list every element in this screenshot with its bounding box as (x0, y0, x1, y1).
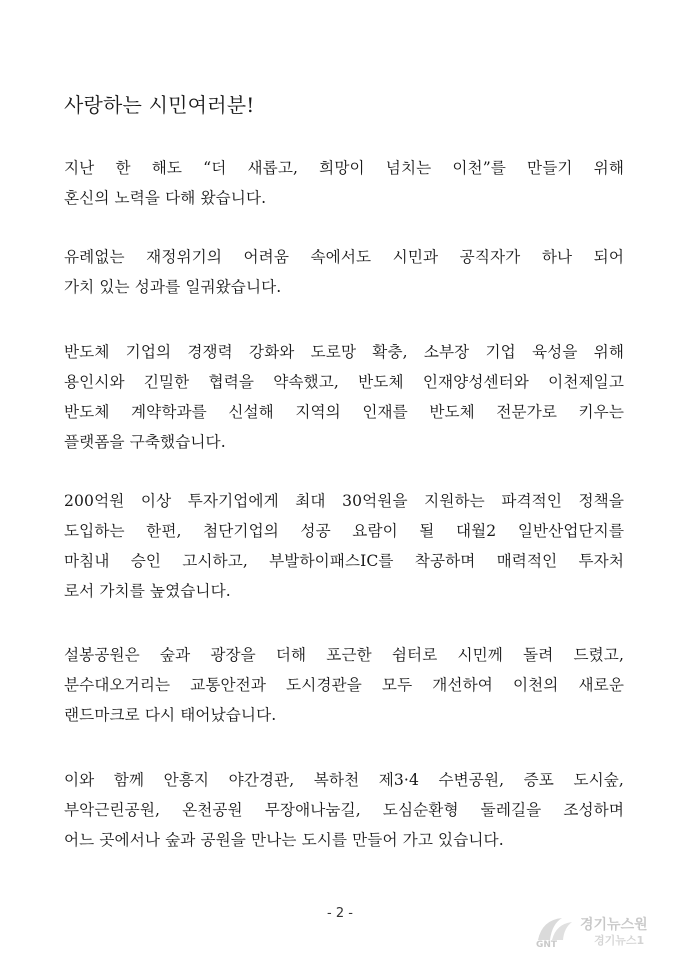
paragraph-line: 혼신의 노력을 다해 왔습니다. (64, 189, 267, 207)
paragraph-line: 반도체 계약학과를 신설해 지역의 인재를 반도체 전문가로 키우는 (64, 403, 624, 421)
paragraph-line: 지난 한 해도 “더 새롭고, 희망이 넘치는 이천”를 만들기 위해 (64, 159, 624, 177)
paragraph-line: 로서 가치를 높였습니다. (64, 582, 231, 600)
page-number: - 2 - (327, 906, 353, 921)
paragraph-line: 도입하는 한편, 첨단기업의 성공 요람이 될 대월2 일반산업단지를 (64, 522, 624, 540)
paragraph-line: 플랫폼을 구축했습니다. (64, 433, 226, 451)
paragraph-line: 설봉공원은 숲과 광장을 더해 포근한 쉼터로 시민께 돌려 드렸고, (64, 646, 624, 664)
paragraph-line: 반도체 기업의 경쟁력 강화와 도로망 확충, 소부장 기업 육성을 위해 (64, 343, 624, 361)
news-watermark (532, 912, 672, 950)
paragraph-line: 분수대오거리는 교통안전과 도시경관을 모두 개선하여 이천의 새로운 (64, 676, 624, 694)
paragraph-line: 어느 곳에서나 숲과 공원을 만나는 도시를 만들어 가고 있습니다. (64, 831, 504, 849)
watermark-logo-text: GNT (536, 940, 558, 948)
paragraph-6 (64, 765, 624, 855)
watermark-name: 경기뉴스원 (580, 917, 648, 933)
paragraph-3 (64, 337, 624, 457)
paragraph-5 (64, 640, 624, 730)
paragraph-line: 유례없는 재정위기의 어려움 속에서도 시민과 공직자가 하나 되어 (64, 248, 624, 266)
paragraph-4 (64, 486, 624, 606)
paragraph-line: 마침내 승인 고시하고, 부발하이패스IC를 착공하며 매력적인 투자처 (64, 552, 624, 570)
paragraph-line: 랜드마크로 다시 태어났습니다. (64, 706, 277, 724)
salutation-heading: 사랑하는 시민여러분! (64, 93, 255, 117)
paragraph-1 (64, 153, 624, 213)
watermark-subname: 경기뉴스1 (594, 934, 645, 947)
paragraph-line: 용인시와 긴밀한 협력을 약속했고, 반도체 인재양성센터와 이천제일고 (64, 373, 624, 391)
paragraph-2 (64, 242, 624, 302)
paragraph-line: 이와 함께 안흥지 야간경관, 복하천 제3·4 수변공원, 증포 도시숲, (64, 771, 624, 789)
paragraph-line: 가치 있는 성과를 일궈왔습니다. (64, 278, 282, 296)
paragraph-line: 200억원 이상 투자기업에게 최대 30억원을 지원하는 파격적인 정책을 (64, 492, 624, 510)
watermark-logo-icon (532, 914, 578, 948)
paragraph-line: 부악근린공원, 온천공원 무장애나눔길, 도심순환형 둘레길을 조성하며 (64, 801, 624, 819)
